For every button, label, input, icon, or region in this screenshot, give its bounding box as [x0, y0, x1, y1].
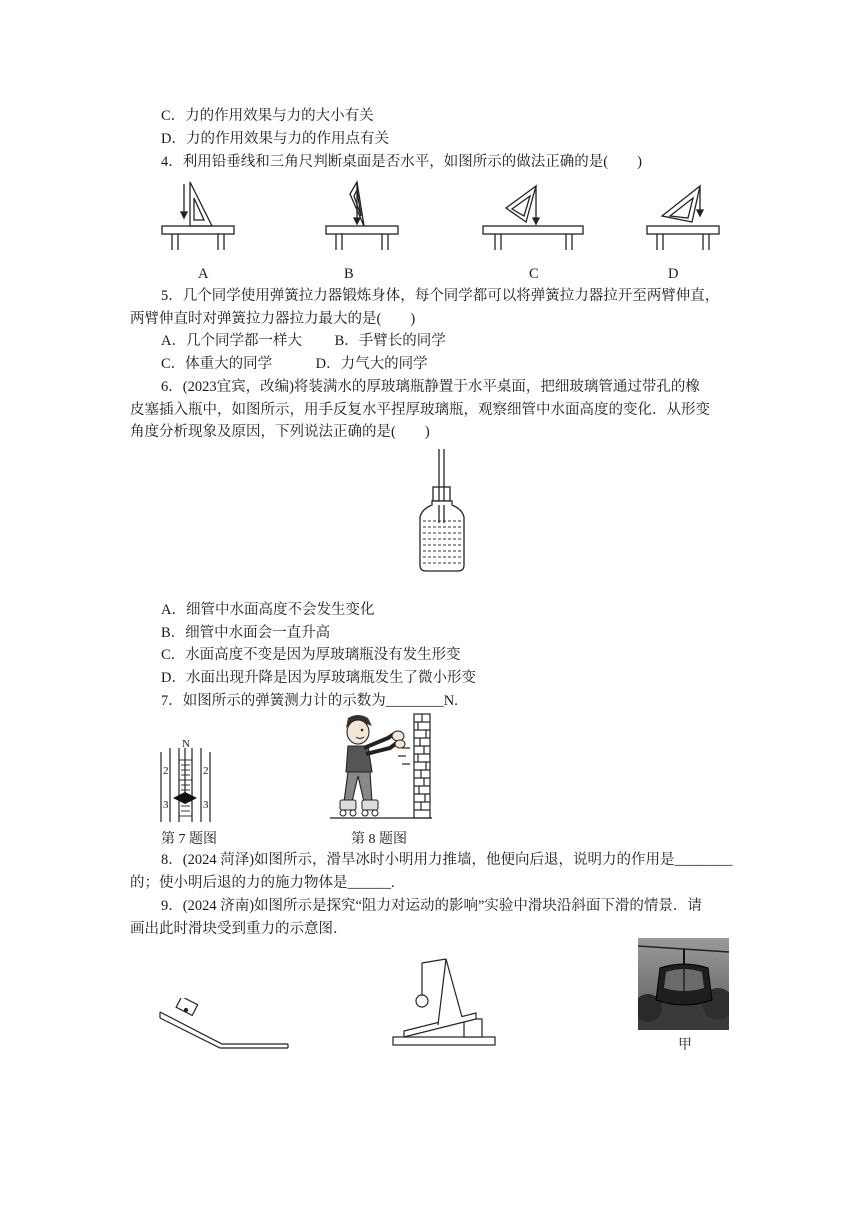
cable-car-photo — [638, 938, 729, 1030]
q3-option-c: C．力的作用效果与力的大小有关 — [161, 108, 374, 124]
q5-options-ab: A．几个同学都一样大 B．手臂长的同学 — [161, 333, 446, 349]
q7-tick-2-left: 2 — [163, 765, 169, 777]
q8-stem-line1: 8．(2024 菏泽)如图所示，滑旱冰时小明用力推墙，他便向后退，说明力的作用是________ — [161, 852, 733, 868]
plumb-apparatus-figure — [390, 955, 498, 1051]
q6-stem-line1: 6．(2023宜宾，改编)将装满水的厚玻璃瓶静置于水平桌面，把细玻璃管通过带孔的橡 — [161, 379, 700, 395]
q7-tick-3-right: 3 — [203, 799, 209, 811]
q4-figure-a — [162, 182, 234, 250]
q4-label-c: C — [529, 266, 539, 282]
photo-caption-jia: 甲 — [678, 1038, 692, 1053]
q8-skater-figure — [328, 712, 438, 824]
q4-stem: 4．利用铅垂线和三角尺判断桌面是否水平，如图所示的做法正确的是( ) — [161, 154, 642, 170]
q4-label-d: D — [668, 266, 679, 282]
q5-options-cd: C．体重大的同学 D．力气大的同学 — [161, 356, 428, 372]
q7-stem: 7．如图所示的弹簧测力计的示数为________N. — [161, 693, 458, 709]
q6-option-c: C．水面高度不变是因为厚玻璃瓶没有发生形变 — [161, 647, 461, 663]
q8-stem-line2: 的；使小明后退的力的施力物体是______. — [130, 875, 395, 891]
q4-figure-c — [483, 186, 583, 250]
q7-pointer — [173, 792, 197, 804]
q4-figures — [150, 176, 750, 256]
q5-stem-line1: 5．几个同学使用弹簧拉力器锻炼身体，每个同学都可以将弹簧拉力器拉开至两臂伸直， — [161, 288, 720, 304]
q7-figure-caption: 第 7 题图 — [161, 832, 217, 847]
q4-figure-b — [326, 182, 398, 250]
q4-label-b: B — [344, 266, 354, 282]
q6-option-d: D．水面出现升降是因为厚玻璃瓶发生了微小形变 — [161, 670, 476, 686]
q9-slider-block — [176, 998, 197, 1015]
q8-figure-caption: 第 8 题图 — [351, 832, 407, 847]
q6-stem-line2: 皮塞插入瓶中，如图所示，用手反复水平捏厚玻璃瓶，观察细管中水面高度的变化．从形变 — [130, 402, 710, 418]
q6-stem-line3: 角度分析现象及原因，下列说法正确的是( ) — [130, 424, 430, 440]
q9-stem-line1: 9．(2024 济南)如图所示是探究“阻力对运动的影响”实验中滑块沿斜面下滑的情景．请 — [161, 898, 702, 914]
q8-boy — [340, 715, 405, 816]
q7-tick-3-left: 3 — [163, 799, 169, 811]
q6-bottle-figure — [412, 447, 472, 575]
q4-label-a: A — [198, 266, 209, 282]
q4-figure-d — [647, 186, 719, 250]
q3-option-d: D．力的作用效果与力的作用点有关 — [161, 131, 389, 147]
q6-option-b: B．细管中水面会一直升高 — [161, 625, 331, 641]
q9-stem-line2: 画出此时滑块受到重力的示意图． — [130, 921, 348, 937]
q5-stem-line2: 两臂伸直时对弹簧拉力器拉力最大的是( ) — [130, 311, 416, 327]
q7-spring-scale — [155, 734, 225, 826]
q7-tick-2-right: 2 — [203, 765, 209, 777]
q6-option-a: A．细管中水面高度不会发生变化 — [161, 602, 375, 618]
q7-unit-label: N — [182, 738, 190, 750]
q9-incline-figure — [156, 998, 292, 1054]
